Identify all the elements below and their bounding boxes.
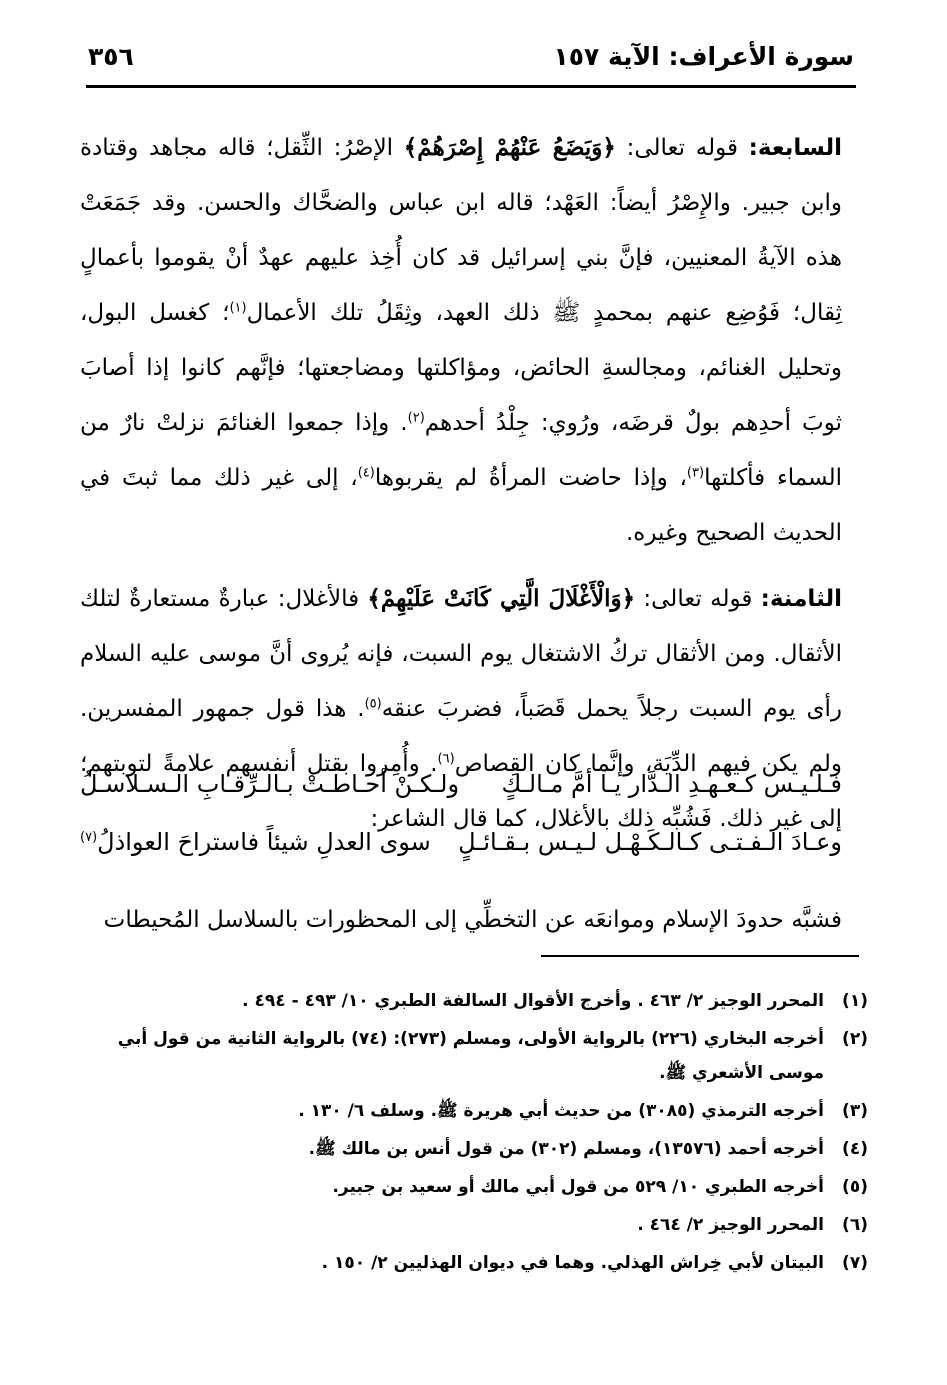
continuation-line: فشبَّه حدودَ الإسلام وموانعَه عن التخطِّي إلى المحظورات بالسلاسل المُحيطات [103,907,842,933]
footnote [88,1132,868,1166]
paragraph-intro: قوله تعالى: [635,586,761,612]
footnote-number: (٧) [842,1253,868,1273]
footnote [88,1208,868,1242]
paragraph-text: ، وإذا حاضت المرأةُ لم يقربوها [374,465,687,491]
poem-verse [80,828,842,886]
paragraph-text: فالأغلال: عبارةٌ مستعارةٌ لتلك الأثقال. ومن الأثقال تركُ الاشتغال يوم السبت، فإنه يُروى أنَّ موسى عليه السلام رأى يوم السبت رجلاً يحمل قَصَباً، فضربَ عنقه [80,586,842,722]
paragraph-text: . هذا قول جمهور المفسرين. ولم يكن فيهم الدِّيَة، وإنَّما كان القِصاص [80,696,843,777]
footnote-ref: (٣) [686,465,705,481]
footnote [88,1094,868,1128]
paragraph-text: . وإذا جمعوا الغنائمَ نزلتْ نارٌ من السماء فأكلتها [80,410,842,491]
footnote-number: (١) [842,991,868,1011]
footnote [88,1022,868,1090]
paragraph-text: ؛ كغسل البول، وتحليل الغنائم، ومجالسةِ الحائض، ومؤاكلتها ومضاجعتها؛ فإنَّهم كانوا إذا أصابَ ثوبَ أحدِهم بولٌ قرضَه، ورُوي: جِلْدُ أحدهم [80,300,842,436]
paragraph-seventh [80,120,842,561]
hemistich-first: فـلـيـس كـعـهـدِ الـدَّار يـا أمَّ مـالـكٍ [501,770,842,798]
main-text [80,120,842,847]
footnote-text: المحرر الوجيز ٢/ ٤٦٣ . وأخرج الأقوال السالفة الطبري ١٠/ ٤٩٣ - ٤٩٤ . [242,991,824,1011]
page-header [88,38,854,84]
quran-verse: ﴿وَيَضَعُ عَنْهُمْ إِصْرَهُمْ﴾ [403,134,616,161]
footnote-ref: (٧) [80,830,98,845]
paragraph-text: . وأُمِروا بقتل أنفسهم علامةً لتوبتهم؛ إلى غير ذلك. فَشُبِّه ذلك بالأغلال، كما قال الشاعر: [80,751,842,832]
hemistich-text: سوى العدلِ شيئاً فاستراحَ العواذلُ [97,828,431,856]
footnote-number: (٣) [842,1101,868,1121]
header-rule [86,85,856,88]
paragraph-heading: الثامنة: [760,586,842,612]
poem-verse [80,770,842,828]
footnotes [88,984,868,1284]
paragraph-text: ، إلى غير ذلك مما ثبتَ في الحديث الصحيح وغيره. [80,465,842,546]
surah-title: سورة الأعراف: الآية ١٥٧ [553,42,854,71]
footnote-text: أخرجه الترمذي (٣٠٨٥) من حديث أبي هريرة ﷺ. وسلف ٦/ ١٣٠ . [298,1101,824,1121]
paragraph-heading: السابعة: [748,135,842,161]
footnote-number: (٦) [842,1215,868,1235]
footnote-number: (٢) [842,1029,868,1049]
hemistich-second [80,828,431,856]
hemistich-first: وعـادَ الـفـتـى كـالـكَـهْـل لـيـس بـقـائـلٍ [458,828,842,856]
footnote-number: (٤) [842,1139,868,1159]
footnote [88,984,868,1018]
footnote-ref: (٤) [357,465,375,481]
footnote-text: أخرجه أحمد (١٣٥٧٦)، ومسلم (٣٠٢) من قول أنس بن مالك ﷺ. [308,1139,824,1159]
footnote-ref: (٢) [407,410,425,426]
footnote-number: (٥) [842,1177,868,1197]
footnote-text: أخرجه البخاري (٢٢٦) بالرواية الأولى، ومسلم (٢٧٣): (٧٤) بالرواية الثانية من قول أبي موسى الأشعري ﷺ. [117,1029,824,1083]
footnote-text: البيتان لأبي خِراش الهذلي. وهما في ديوان الهذليين ٢/ ١٥٠ . [321,1253,824,1273]
poem [80,770,842,886]
quran-verse: ﴿وَالْأَغْلَالَ الَّتِي كَانَتْ عَلَيْهِمْ﴾ [367,585,636,612]
footnote [88,1246,868,1280]
page-number: ٣٥٦ [88,42,134,71]
footnote-text: المحرر الوجيز ٢/ ٤٦٤ . [637,1215,824,1235]
hemistich-second: ولـكـنْ أحـاطـتْ بـالـرِّقـابِ الـسـلاسـلُ [80,770,460,798]
footnote-text: أخرجه الطبري ١٠/ ٥٢٩ من قول أبي مالك أو سعيد بن جبير. [332,1177,824,1197]
footnote-ref: (٥) [364,696,382,712]
footnote-ref: (١) [229,300,247,316]
footnote-ref: (٦) [437,751,455,767]
paragraph-text: الإصْرُ: الثِّقل؛ قاله مجاهد وقتادة وابن جبير. والإِصْرُ أيضاً: العَهْد؛ قاله ابن عباس والضحَّاك والحسن. وقد جَمَعَتْ هذه الآيةُ المعنيين، فإنَّ بني إسرائيل قد كان أُخِذ عليهم عهدٌ أنْ يقوموا بأعمالٍ ثِقال؛ فَوُضِع عنهم بمحمدٍ ﷺ ذلك العهد، وثِقَلُ تلك الأعمال [80,135,842,326]
paragraph-intro: قوله تعالى: [615,135,749,161]
footnote-separator [541,955,859,957]
footnote [88,1170,868,1204]
